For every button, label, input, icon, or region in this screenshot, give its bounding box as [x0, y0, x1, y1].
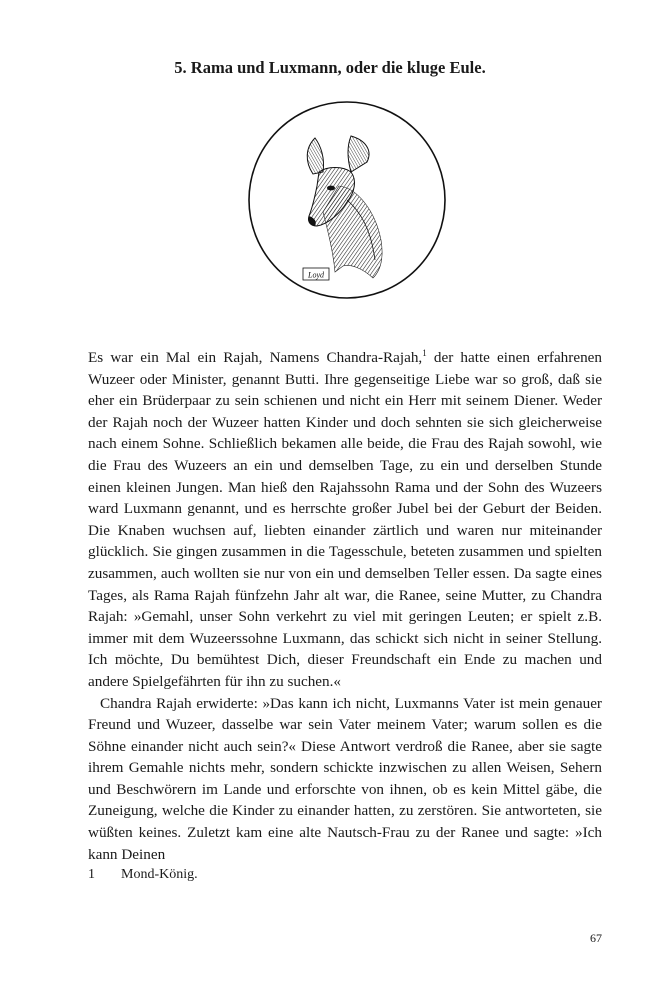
illustration-monogram: Loyd	[308, 270, 324, 280]
footnote-text: Mond-König.	[121, 867, 198, 882]
paragraph-1: Es war ein Mal ein Rajah, Namens Chandra-Rajah,$^1$ der hatte einen erfahrenen Wuzeer oder Minister, genannt Butti. Ihre gegenseitige Liebe war so groß, daß sie eher ein Brüderpaar zu sein schienen und nicht ein Herr mit seinem Diener. Weder der Rajah noch der Wuzeer hatten Kinder und doch sehnten sie sich gleicherweise nach einem Sohne. Schließlich bekamen alle beide, die Frau des Rajah sowohl, wie die Frau des Wuzeers an ein und demselben Tage, zu ein und derselben Stunde einen kleinen Jungen. Man hieß den Rajahssohn Rama und der Sohn des Wuzeers ward Luxmann genannt, und es herrschte großer Jubel bei der Geburt der Beiden. Die Knaben wuchsen auf, liebten einander zärtlich und waren nur miteinander glücklich. Sie gingen zusammen in die Tagesschule, beteten zusammen und spielten zusammen, auch wollten sie nur von ein und demselben Teller essen. Da sagte eines Tages, als Rama Rajah fünfzehn Jahr alt war, die Ranee, seine Mutter, zu Chandra Rajah: »Gemahl, unser Sohn verkehrt zu viel mit geringen Leuten; er spielt z.B. immer mit dem Wuzeerssohne Luxmann, das schickt sich nicht in seiner Stellung. Ich möchte, Du bemühtest Dich, dieser Freundschaft ein Ende zu machen und andere Spielgefährten für ihn zu suchen.«	[88, 348, 603, 690]
page-number: 67	[590, 931, 602, 945]
body-text	[88, 347, 602, 865]
footnote-reference[interactable]: 1	[422, 348, 427, 358]
footnote-number: 1	[88, 867, 95, 882]
paragraph-2: Chandra Rajah erwiderte: »Das kann ich nicht, Luxmanns Vater ist mein genauer Freund und Wuzeer, dasselbe war sein Vater meinem Vater; warum sollen es die Söhne einander nicht auch sein?« Diese Antwort verdroß die Ranee, aber sie sagte ihrem Gemahle nichts mehr, sondern schickte inzwischen zu allen Weisen, Sehern und Beschwörern im Lande und erforschte von ihnen, ob es kein Mittel gäbe, die Zuneigung, welche die Kinder zu einander hatten, zu zerstören. Sie antworteten, sie wüßten keines. Zuletzt kam eine alte Nautsch-Frau zu der Ranee und sagte: »Ich kann Deinen	[88, 694, 602, 863]
deer-head-illustration	[247, 100, 447, 300]
footnote	[88, 866, 602, 884]
chapter-title: 5. Rama und Luxmann, oder die kluge Eule.	[174, 58, 486, 77]
